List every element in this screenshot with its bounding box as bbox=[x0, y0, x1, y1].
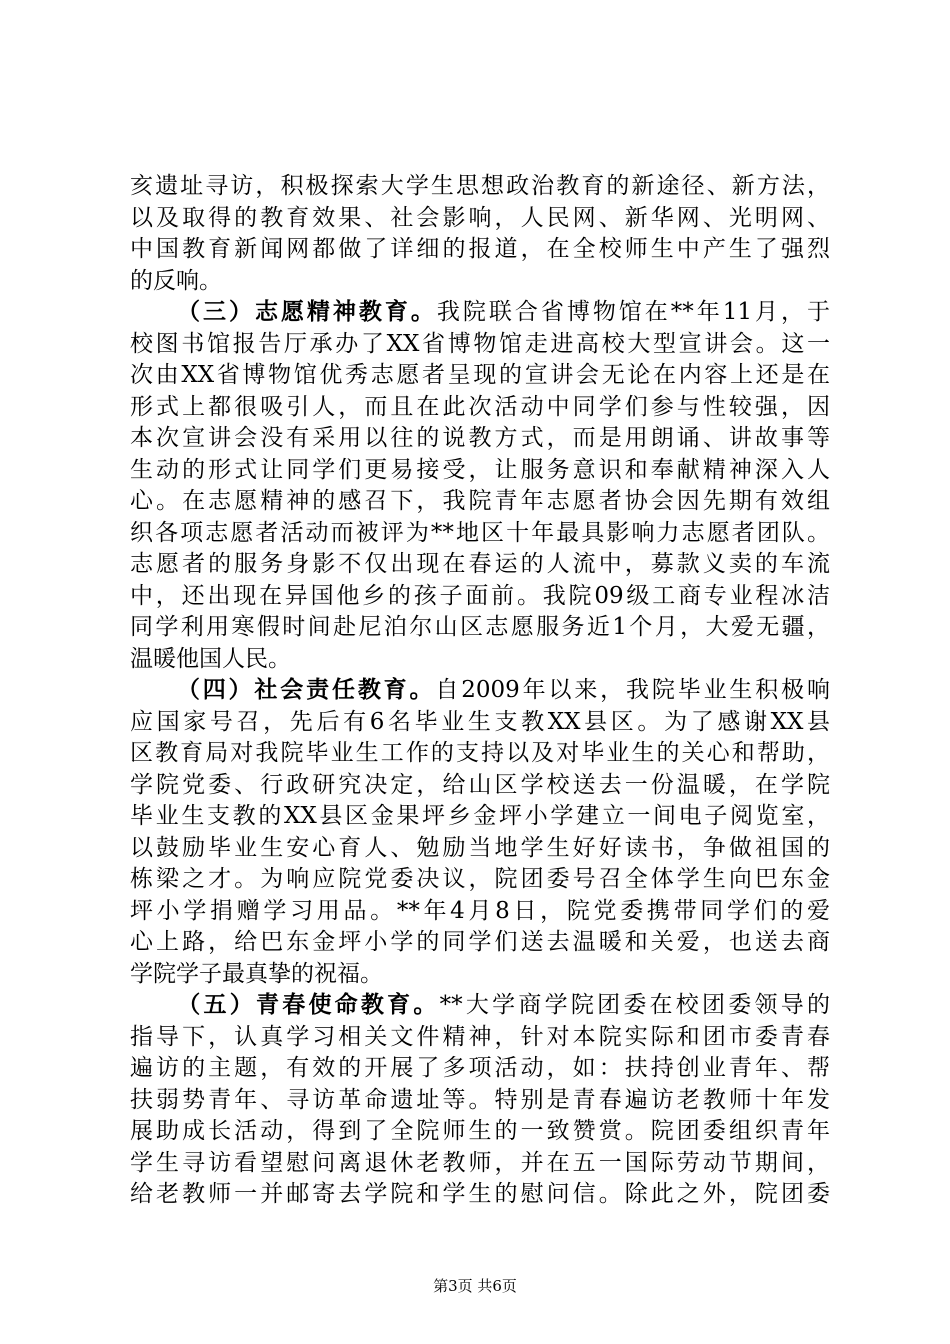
text-line: 中，还出现在异国他乡的孩子面前。我院09级工商专业程冰洁 bbox=[130, 582, 830, 609]
text-line: 形式上都很吸引人，而且在此次活动中同学们参与性较强，因 bbox=[130, 393, 830, 420]
text-line: 本次宣讲会没有采用以往的说教方式，而是用朗诵、讲故事等 bbox=[130, 425, 830, 451]
text-line: 心上路，给巴东金坪小学的同学们送去温暖和关爱，也送去商 bbox=[130, 929, 830, 955]
text-line: 亥遗址寻访，积极探索大学生思想政治教育的新途径、新方法， bbox=[130, 173, 830, 199]
text-line: 以鼓励毕业生安心育人、勉励当地学生好好读书，争做祖国的 bbox=[130, 834, 830, 861]
section-first-line-text: **大学商学院团委在校团委领导的 bbox=[439, 992, 831, 1018]
page-number-footer: 第3页 共6页 bbox=[433, 1277, 517, 1295]
text-line: 温暖他国人民。 bbox=[130, 645, 291, 672]
text-line: 应国家号召，先后有6名毕业生支教XX县区。为了感谢XX县 bbox=[130, 708, 830, 735]
text-line: 织各项志愿者活动而被评为**地区十年最具影响力志愿者团队。 bbox=[130, 519, 830, 546]
document-body bbox=[130, 171, 830, 1211]
text-line: 生动的形式让同学们更易接受，让服务意识和奉献精神深入人 bbox=[130, 456, 830, 483]
text-line: 的反响。 bbox=[130, 267, 222, 294]
section-heading: （五）青春使命教育。 bbox=[174, 992, 440, 1018]
text-line: 同学利用寒假时间赴尼泊尔山区志愿服务近1个月，大爱无疆， bbox=[130, 614, 830, 640]
text-line: 次由XX省博物馆优秀志愿者呈现的宣讲会无论在内容上还是在 bbox=[130, 362, 830, 388]
text-line: 学院学子最真挚的祝福。 bbox=[130, 960, 383, 987]
text-line: 展助成长活动，得到了全院师生的一致赞赏。院团委组织青年 bbox=[130, 1118, 830, 1144]
section-first-line bbox=[130, 297, 830, 329]
section-heading: （四）社会责任教育。 bbox=[174, 677, 436, 703]
text-line: 心。在志愿精神的感召下，我院青年志愿者协会因先期有效组 bbox=[130, 488, 830, 514]
text-line: 栋梁之才。为响应院党委决议，院团委号召全体学生向巴东金 bbox=[130, 866, 830, 892]
text-line: 学生寻访看望慰问离退休老教师，并在五一国际劳动节期间， bbox=[130, 1149, 830, 1176]
text-line: 坪小学捐赠学习用品。**年4月8日，院党委携带同学们的爱 bbox=[130, 897, 830, 924]
section-first-line-text: 自2009年以来，我院毕业生积极响 bbox=[435, 677, 830, 703]
section-first-line bbox=[130, 675, 830, 707]
text-line: 以及取得的教育效果、社会影响，人民网、新华网、光明网、 bbox=[130, 204, 830, 231]
section-first-line bbox=[130, 990, 830, 1022]
text-line: 给老教师一并邮寄去学院和学生的慰问信。除此之外，院团委 bbox=[130, 1181, 830, 1207]
text-line: 毕业生支教的XX县区金果坪乡金坪小学建立一间电子阅览室， bbox=[130, 803, 830, 829]
section-heading: （三）志愿精神教育。 bbox=[174, 299, 437, 325]
text-line: 指导下，认真学习相关文件精神，针对本院实际和团市委青春 bbox=[130, 1023, 830, 1050]
text-line: 校图书馆报告厅承办了XX省博物馆走进高校大型宣讲会。这一 bbox=[130, 330, 830, 357]
section-first-line-text: 我院联合省博物馆在**年11月，于 bbox=[436, 299, 830, 325]
text-line: 扶弱势青年、寻访革命遗址等。特别是青春遍访老教师十年发 bbox=[130, 1086, 830, 1113]
section-youth-mission bbox=[130, 990, 830, 1211]
text-line: 遍访的主题，有效的开展了多项活动，如：扶持创业青年、帮 bbox=[130, 1055, 830, 1081]
text-line: 区教育局对我院毕业生工作的支持以及对毕业生的关心和帮助， bbox=[130, 740, 830, 766]
text-line: 中国教育新闻网都做了详细的报道，在全校师生中产生了强烈 bbox=[130, 236, 830, 262]
section-social-responsibility bbox=[130, 675, 830, 990]
text-line: 学院党委、行政研究决定，给山区学校送去一份温暖，在学院 bbox=[130, 771, 830, 798]
section-volunteer-spirit bbox=[130, 297, 830, 675]
paragraph-continuation bbox=[130, 171, 830, 297]
text-line: 志愿者的服务身影不仅出现在春运的人流中，募款义卖的车流 bbox=[130, 551, 830, 577]
